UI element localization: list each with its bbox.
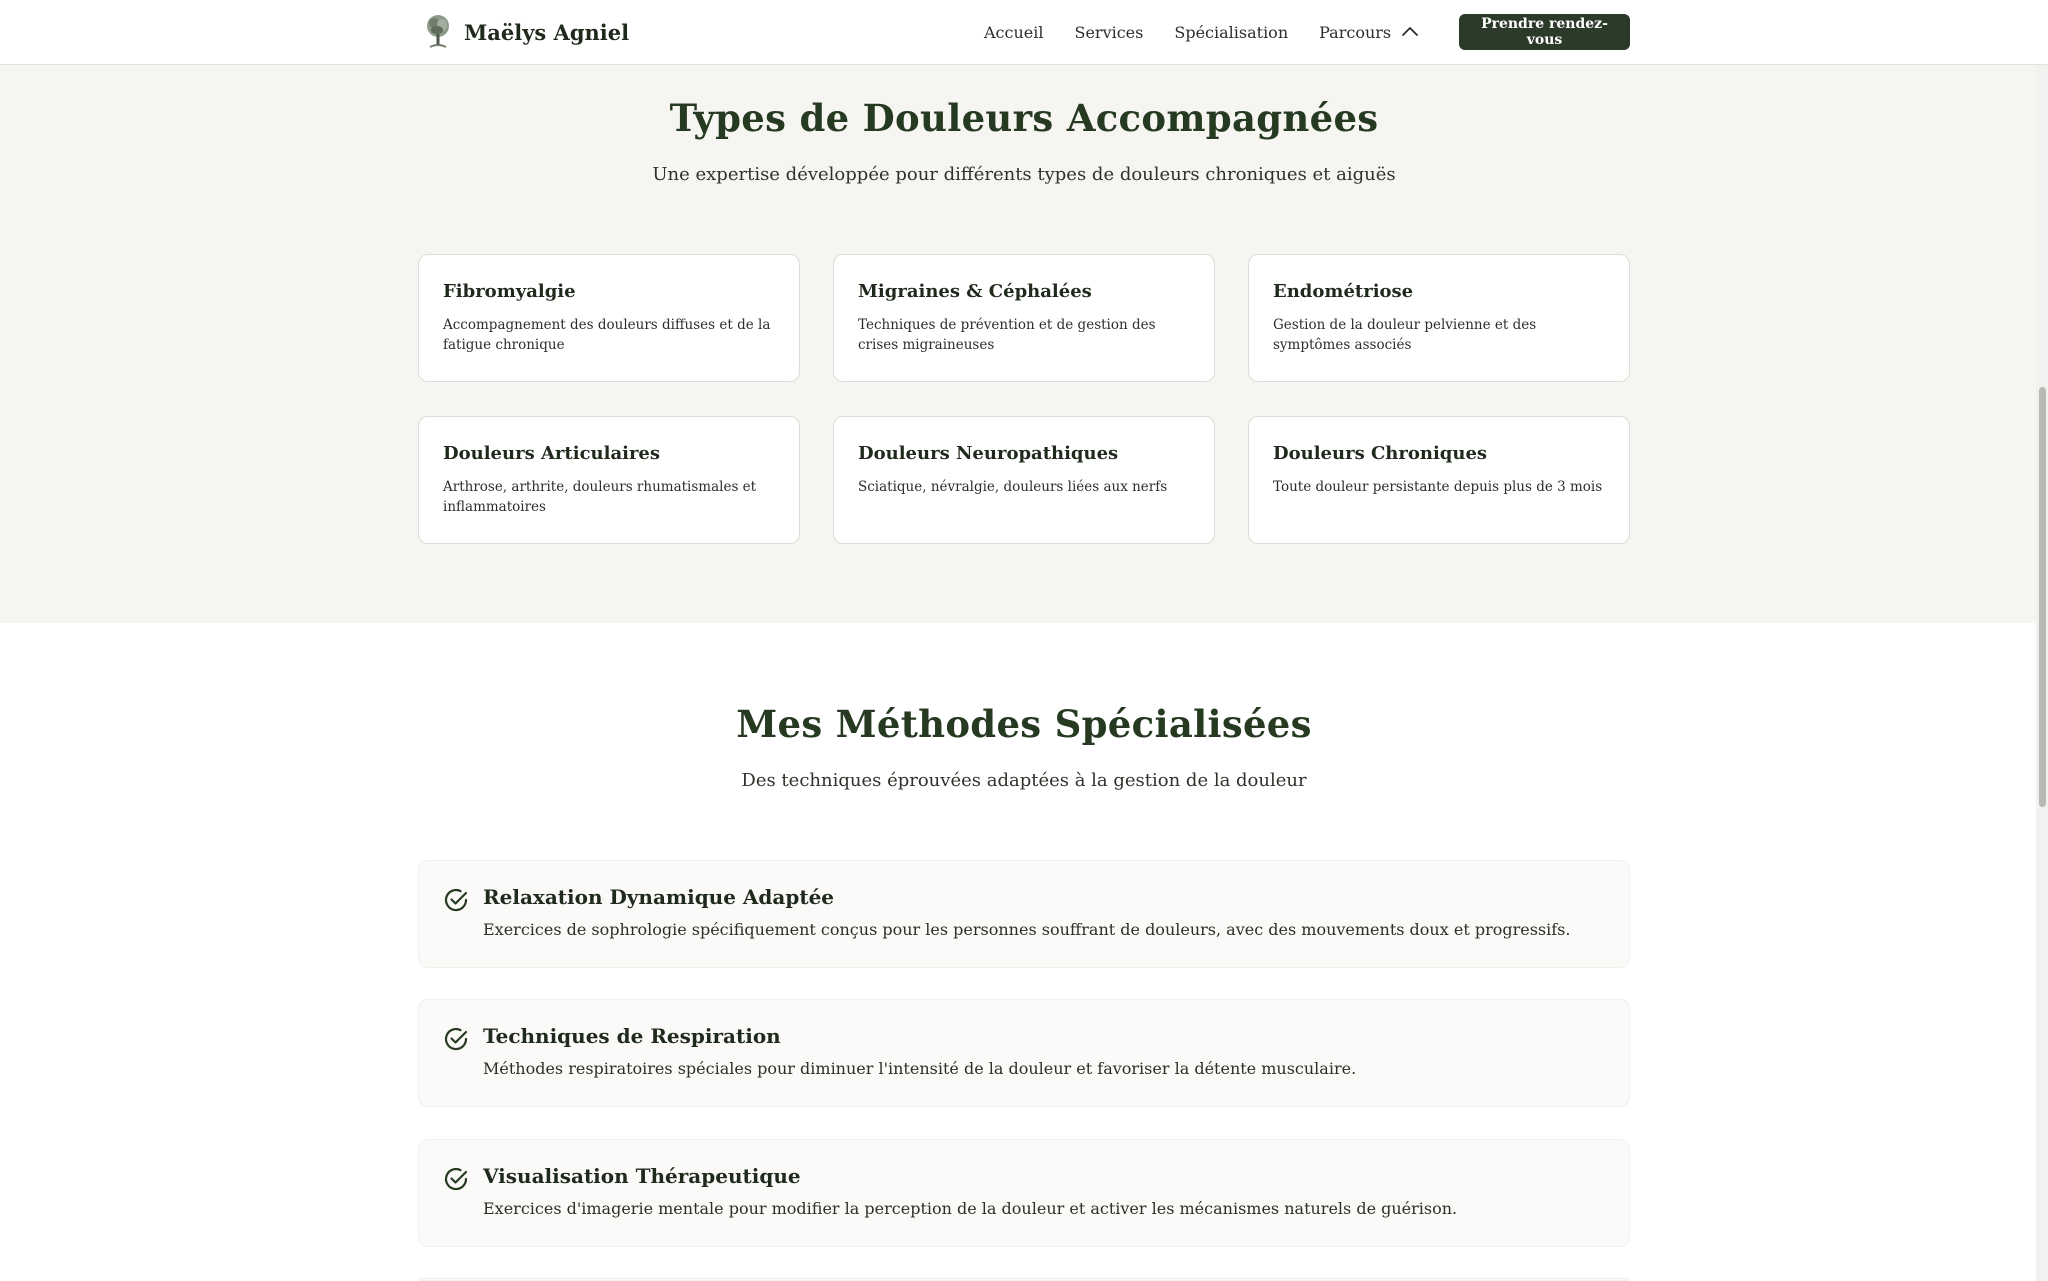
pain-type-card xyxy=(418,254,800,382)
card-title: Douleurs Neuropathiques xyxy=(858,443,1119,464)
method-description: Exercices de sophrologie spécifiquement conçus pour les personnes souffrant de douleurs, avec des mouvements doux et progressifs. xyxy=(483,920,1571,939)
pain-type-card xyxy=(833,416,1215,544)
pain-type-card xyxy=(1248,254,1630,382)
pain-type-card xyxy=(833,254,1215,382)
tree-logo-icon xyxy=(424,14,452,50)
pain-type-card xyxy=(1248,416,1630,544)
method-title: Techniques de Respiration xyxy=(483,1024,781,1048)
check-circle-icon xyxy=(443,887,469,913)
card-title: Migraines & Céphalées xyxy=(858,281,1092,302)
brand[interactable] xyxy=(424,12,629,52)
method-item xyxy=(418,999,1630,1107)
card-description: Sciatique, névralgie, douleurs liées aux nerfs xyxy=(858,479,1168,495)
method-item xyxy=(418,1139,1630,1247)
card-description: Accompagnement des douleurs diffuses et de la fatigue chronique xyxy=(443,317,771,353)
pain-types-title: Types de Douleurs Accompagnées xyxy=(669,96,1379,140)
check-circle-icon xyxy=(443,1026,469,1052)
page-scrollbar[interactable] xyxy=(2036,64,2048,1281)
nav-accueil[interactable]: Accueil xyxy=(984,22,1044,42)
method-item xyxy=(418,860,1630,968)
book-appointment-button[interactable]: Prendre rendez-vous xyxy=(1459,14,1630,50)
card-title: Douleurs Chroniques xyxy=(1273,443,1488,464)
nav-specialisation[interactable]: Spécialisation xyxy=(1174,22,1289,42)
method-description: Méthodes respiratoires spéciales pour diminuer l'intensité de la douleur et favoriser la détente musculaire. xyxy=(483,1059,1357,1078)
brand-name: Maëlys Agniel xyxy=(464,19,630,45)
method-title: Relaxation Dynamique Adaptée xyxy=(483,885,835,909)
card-description: Techniques de prévention et de gestion des crises migraineuses xyxy=(858,317,1156,353)
pain-types-subtitle: Une expertise développée pour différents types de douleurs chroniques et aiguës xyxy=(652,164,1396,185)
nav-parcours[interactable]: Parcours xyxy=(1319,22,1392,42)
chevron-up-icon[interactable] xyxy=(1400,22,1420,42)
card-description: Gestion de la douleur pelvienne et des symptômes associés xyxy=(1273,317,1537,353)
methods-title: Mes Méthodes Spécialisées xyxy=(736,702,1312,746)
card-title: Fibromyalgie xyxy=(443,281,576,302)
check-circle-icon xyxy=(443,1166,469,1192)
methods-subtitle: Des techniques éprouvées adaptées à la gestion de la douleur xyxy=(741,770,1307,791)
card-description: Toute douleur persistante depuis plus de 3 mois xyxy=(1273,479,1603,495)
main-nav xyxy=(984,0,1445,64)
site-header xyxy=(0,0,2048,65)
method-description: Exercices d'imagerie mentale pour modifier la perception de la douleur et activer les mécanismes naturels de guérison. xyxy=(483,1199,1458,1218)
nav-services[interactable]: Services xyxy=(1074,22,1144,42)
card-description: Arthrose, arthrite, douleurs rhumatismales et inflammatoires xyxy=(443,479,757,515)
card-title: Endométriose xyxy=(1273,281,1414,302)
method-title: Visualisation Thérapeutique xyxy=(483,1164,801,1188)
pain-type-card xyxy=(418,416,800,544)
card-title: Douleurs Articulaires xyxy=(443,443,661,464)
